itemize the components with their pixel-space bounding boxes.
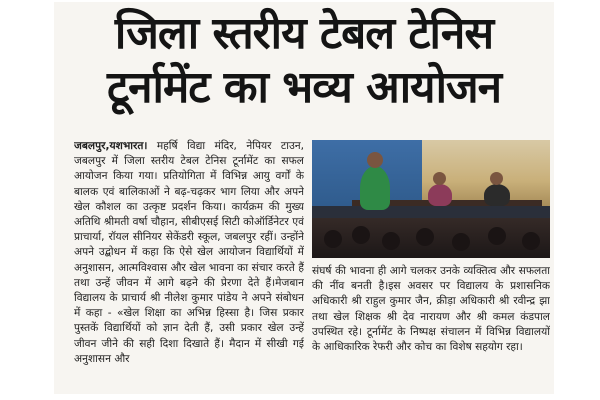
photo-crowd-head-3 [382,232,400,250]
event-photo [312,140,550,258]
article-text-col1: महर्षि विद्या मंदिर, नेपियर टाउन, जबलपुर में जिला स्तरीय टेबल टेनिस टूर्नामेंट का सफल आयोजन किया गया। प्रतियोगिता में विभिन्न आयु वर्गों के बालक एवं बालिकाओं ने बढ़-चढ़कर भाग लिया और अपने खेल कौशल का उत्कृष्ट प्रदर्शन किया। कार्यक्रम की मुख्य अतिथि श्रीमती वर्षा चौहान, सीबीएसई सिटी कोऑर्डिनेटर एवं प्राचार्या, रॉयल सीनियर सेकेंडरी स्कूल, जबलपुर रहीं। उन्होंने अपने उद्बोधन में कहा कि ऐसे खेल आयोजन विद्यार्थियों में अनुशासन, आत्मविश्वास और खेल भावना का संचार करते हैं तथा उन्हें जीवन में आगे बढ़ने की प्रेरणा देते हैं।मेजबान विद्यालय के प्राचार्य श्री नीलेश कुमार पांडेय ने अपने संबोधन में कहा - «खेल शिक्षा का अभिन्न हिस्सा है। जिस प्रकार पुस्तकें विद्यार्थियों को ज्ञान देती हैं, उसी प्रकार खेल उन्हें जीवन जीने की सही दिशा दिखाते हैं। मैदान में सीखी गई अनुशासन और [74,140,304,365]
photo-guest-1-head [433,172,446,185]
photo-guest-2-head [490,172,503,185]
photo-crowd-head-7 [522,232,540,250]
photo-guest-1 [428,184,452,206]
dateline: जबलपुर,यशभारत। [74,140,148,152]
photo-speaker-head [367,152,383,168]
photo-crowd-head-1 [324,230,342,248]
photo-crowd-head-2 [352,226,370,244]
headline-line-1: जिला स्तरीय टेबल टेनिस [114,8,494,59]
newspaper-clipping [54,2,554,394]
photo-crowd-head-5 [452,233,470,251]
article-column-2 [312,264,550,389]
article-column-1 [74,139,304,389]
photo-crowd-head-4 [416,228,434,246]
photo-speaker [360,166,390,210]
headline-line-2: टूर्नामेंट का भव्य आयोजन [106,62,502,113]
photo-guest-2 [484,184,510,206]
photo-crowd-head-6 [488,227,506,245]
article-text-col2: संघर्ष की भावना ही आगे चलकर उनके व्यक्तित्व और सफलता की नींव बनती है।इस अवसर पर विद्यालय के प्रशासनिक अधिकारी श्री राहुल कुमार जैन, क्रीड़ा अधिकारी श्री रवीन्द्र झा तथा खेल शिक्षक श्री देव नारायण और श्री कमल कंडपाल उपस्थित रहे। टूर्नामेंट के निष्पक्ष संचालन में विभिन्न विद्यालयों के आधिकारिक रेफरी और कोच का विशेष सहयोग रहा। [312,265,550,354]
